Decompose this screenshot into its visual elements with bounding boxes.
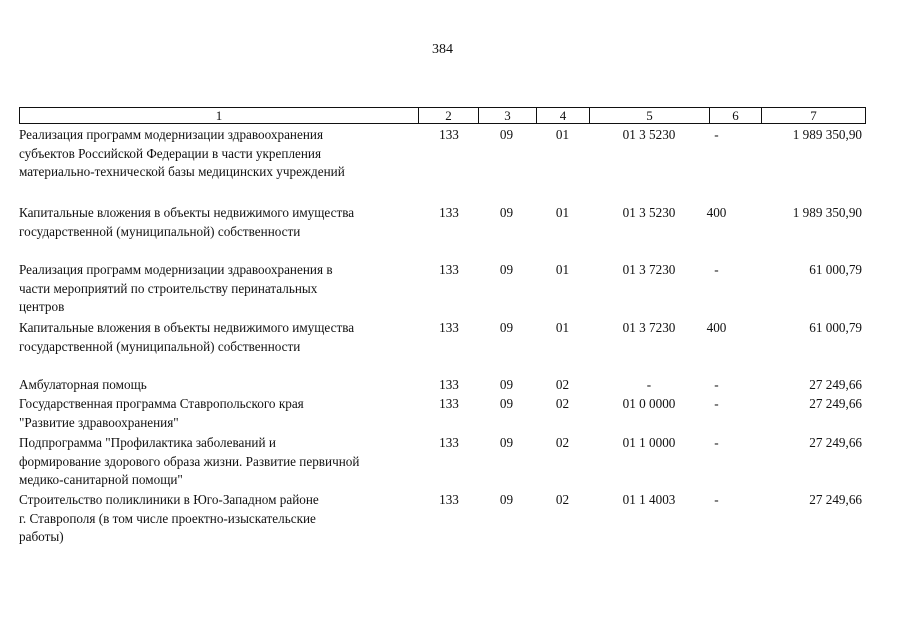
row-col-3: 09: [499, 492, 514, 507]
row-col-7: 61 000,79: [809, 320, 862, 335]
row-name-line: медико-санитарной помощи": [19, 472, 183, 487]
row-col-6: 400: [706, 205, 727, 220]
header-col-7: 7: [810, 108, 817, 123]
row-name-line: Государственная программа Ставропольского края: [19, 396, 304, 411]
row-name: [19, 319, 419, 356]
row-col-4: 02: [555, 492, 570, 507]
row-col-3: 09: [499, 320, 514, 335]
header-col-4: 4: [537, 108, 590, 123]
row-name-line: формирование здорового образа жизни. Развитие первичной: [19, 453, 360, 469]
row-col-2: 133: [439, 396, 459, 411]
row-name-line: Подпрограмма "Профилактика заболеваний и: [19, 435, 276, 450]
header-col-1: 1: [20, 108, 419, 123]
row-name-line: Строительство поликлиники в Юго-Западном районе: [19, 492, 319, 507]
row-col-4: 02: [555, 377, 570, 392]
header-col-2: 2: [419, 108, 479, 123]
row-name-line: государственной (муниципальной) собственности: [19, 223, 301, 239]
row-col-6: -: [714, 492, 719, 507]
row-col-5: 01 1 4003: [622, 492, 676, 507]
row-name: [19, 204, 419, 241]
row-col-3: 09: [499, 377, 514, 392]
row-col-5: 01 3 7230: [622, 262, 676, 277]
row-name-line: субъектов Российской Федерации в части укрепления: [19, 145, 322, 161]
row-col-2: 133: [439, 492, 459, 507]
row-col-7: 1 989 350,90: [792, 205, 862, 220]
row-col-6: -: [714, 396, 719, 411]
row-col-2: 133: [439, 205, 459, 220]
row-name-line: материально-технической базы медицинских учреждений: [19, 164, 345, 179]
row-col-6: 400: [706, 320, 727, 335]
row-name: [19, 261, 419, 317]
row-col-2: 133: [439, 262, 459, 277]
row-col-3: 09: [499, 262, 514, 277]
row-name: [19, 376, 419, 395]
row-col-7: 27 249,66: [809, 435, 862, 450]
row-name-line: работы): [19, 529, 64, 544]
row-name: [19, 491, 419, 547]
row-col-3: 09: [499, 205, 514, 220]
row-col-4: 01: [555, 262, 570, 277]
row-col-2: 133: [439, 377, 459, 392]
row-col-5: 01 3 5230: [622, 205, 676, 220]
row-name: [19, 126, 419, 182]
row-col-3: 09: [499, 396, 514, 411]
row-col-4: 01: [555, 127, 570, 142]
header-col-3: 3: [479, 108, 537, 123]
row-col-4: 01: [555, 205, 570, 220]
row-name-line: "Развитие здравоохранения": [19, 414, 179, 430]
row-col-7: 27 249,66: [809, 396, 862, 411]
row-col-7: 27 249,66: [809, 377, 862, 392]
row-name-line: Капитальные вложения в объекты недвижимого имущества: [19, 205, 355, 220]
row-name-line: Реализация программ модернизации здравоохранения: [19, 127, 324, 142]
row-col-7: 61 000,79: [809, 262, 862, 277]
row-name-line: Амбулаторная помощь: [19, 377, 147, 392]
row-name-line: Капитальные вложения в объекты недвижимого имущества: [19, 320, 355, 335]
row-name-line: государственной (муниципальной) собственности: [19, 338, 301, 354]
row-col-5: 01 1 0000: [622, 435, 676, 450]
row-col-4: 02: [555, 396, 570, 411]
row-name: [19, 434, 419, 490]
row-name-line: центров: [19, 299, 65, 314]
row-col-6: -: [714, 262, 719, 277]
row-col-5: -: [646, 377, 652, 392]
row-col-5: 01 3 7230: [622, 320, 676, 335]
row-name: [19, 395, 419, 432]
row-col-2: 133: [439, 320, 459, 335]
row-col-6: -: [714, 377, 719, 392]
row-col-6: -: [714, 435, 719, 450]
row-col-4: 01: [555, 320, 570, 335]
row-col-2: 133: [439, 127, 459, 142]
row-name-line: части мероприятий по строительству перинатальных: [19, 280, 318, 296]
row-col-3: 09: [499, 127, 514, 142]
row-col-7: 1 989 350,90: [792, 127, 862, 142]
row-col-5: 01 0 0000: [622, 396, 676, 411]
row-col-4: 02: [555, 435, 570, 450]
row-col-5: 01 3 5230: [622, 127, 676, 142]
row-name-line: г. Ставрополя (в том числе проектно-изыскательские: [19, 510, 316, 526]
header-col-6: 6: [710, 108, 762, 123]
row-col-6: -: [714, 127, 719, 142]
page-number: 384: [432, 42, 453, 57]
row-col-7: 27 249,66: [809, 492, 862, 507]
row-col-3: 09: [499, 435, 514, 450]
header-col-5: 5: [590, 108, 710, 123]
table-header: [19, 107, 866, 124]
row-col-2: 133: [439, 435, 459, 450]
row-name-line: Реализация программ модернизации здравоохранения в: [19, 262, 333, 277]
